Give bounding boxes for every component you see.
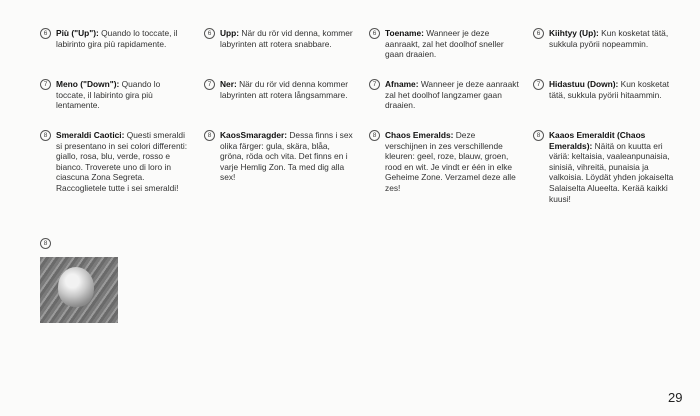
entry-term: Toename: <box>385 28 424 38</box>
entry-term: Kiihtyy (Up): <box>549 28 599 38</box>
item-number-badge: 7 <box>204 79 215 90</box>
entry-chaos-emeralds <box>204 130 354 183</box>
entry-description: Deze verschijnen in zes verschillende kleuren: geel, roze, blauw, groen, rood en wit. Je vindt er één in elke Geheime Zone. Verzamel deze alle zes! <box>385 130 516 193</box>
item-number-badge: 6 <box>369 28 380 39</box>
entry-description: Questi smeraldi si presentano in sei colori differenti: giallo, rosa, blu, verde, rosso e bianco. Troverete uno di loro in ciascuna Zona Segreta. Raccoglietele tutte i sei smeraldi! <box>56 130 188 193</box>
column-dutch <box>369 28 519 207</box>
figure-number-badge: 8 <box>40 238 51 249</box>
entry-down <box>533 79 683 117</box>
item-number-badge: 6 <box>533 28 544 39</box>
item-number-badge: 7 <box>369 79 380 90</box>
item-number-badge: 7 <box>40 79 51 90</box>
entry-term: Ner: <box>220 79 237 89</box>
entry-chaos-emeralds <box>40 130 190 194</box>
entry-term: KaosSmaragder: <box>220 130 288 140</box>
entry-term: Più ("Up"): <box>56 28 99 38</box>
entry-description: Quando lo toccate, il labirinto gira più rapidamente. <box>56 28 178 49</box>
item-number-badge: 6 <box>40 28 51 39</box>
entry-description: Kun kosketat tätä, sukkula pyörii nopeammin. <box>549 28 669 49</box>
entry-up <box>204 28 354 66</box>
entry-description: När du rör vid denna kommer labyrinten att rotera långsammare. <box>220 79 349 100</box>
entry-down <box>204 79 354 117</box>
entry-chaos-emeralds <box>369 130 519 194</box>
entry-description: Näitä on kuutta eri väriä: keltaisia, vaaleanpunaisia, sinisiä, vihreitä, punaisia ja valkoisia. Löydät yhden jokaiselta Salaiselta Alueelta. Kerää kaikki kuusi! <box>549 140 674 204</box>
entry-term: Upp: <box>220 28 240 38</box>
entry-down <box>369 79 519 117</box>
entry-up <box>40 28 190 66</box>
entry-term: Chaos Emeralds: <box>385 130 454 140</box>
entry-description: Wanneer je deze aanraakt, zal het doolhof sneller gaan draaien. <box>385 28 504 60</box>
item-number-badge: 8 <box>204 130 215 141</box>
chaos-emerald-icon <box>58 267 94 307</box>
entry-term: Kaaos Emeraldit (Chaos Emeralds): <box>549 130 646 151</box>
entry-term: Smeraldi Caotici: <box>56 130 125 140</box>
item-number-badge: 8 <box>40 130 51 141</box>
entry-term: Hidastuu (Down): <box>549 79 619 89</box>
column-finnish <box>533 28 683 217</box>
column-italian <box>40 28 190 207</box>
entry-description: När du rör vid denna, kommer labyrinten att rotera snabbare. <box>220 28 353 49</box>
page-number: 29 <box>668 390 683 405</box>
entry-chaos-emeralds <box>533 130 683 204</box>
entry-description: Quando lo toccate, il labirinto gira più lentamente. <box>56 79 161 111</box>
emerald-screenshot <box>40 257 118 323</box>
entry-down <box>40 79 190 117</box>
entry-term: Afname: <box>385 79 419 89</box>
item-number-badge: 7 <box>533 79 544 90</box>
column-swedish <box>204 28 354 196</box>
entry-up <box>369 28 519 66</box>
entry-term: Meno ("Down"): <box>56 79 120 89</box>
item-number-badge: 8 <box>369 130 380 141</box>
entry-description: Dessa finns i sex olika färger: gula, skära, blåa, gröna, röda och vita. Det finns en i varje Hemlig Zon. Ta med dig alla sex! <box>220 130 353 183</box>
item-number-badge: 6 <box>204 28 215 39</box>
entry-up <box>533 28 683 66</box>
entry-description: Wanneer je deze aanraakt zal het doolhof langzamer gaan draaien. <box>385 79 519 111</box>
item-number-badge: 8 <box>533 130 544 141</box>
entry-description: Kun kosketat tätä, sukkula pyörii hitaammin. <box>549 79 670 100</box>
